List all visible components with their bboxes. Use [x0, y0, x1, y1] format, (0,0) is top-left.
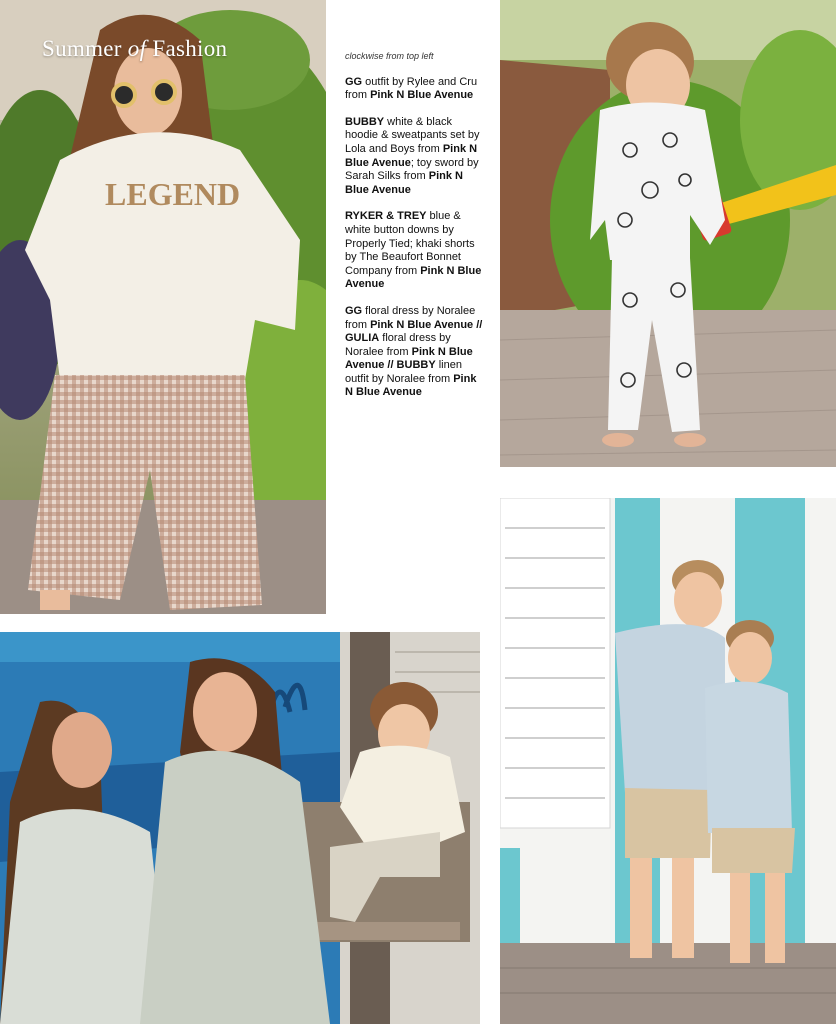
page-title-part-2: of — [127, 36, 147, 61]
credit-block-2 — [345, 116, 485, 198]
credit-block-1 — [345, 76, 485, 103]
credit-2-store-2: Pink N Blue Avenue — [345, 170, 463, 196]
credit-2-name: BUBBY — [345, 115, 385, 128]
page-title-part-1: Summer — [42, 36, 128, 61]
credit-4-name: GG — [345, 304, 363, 317]
credit-1-name: GG — [345, 75, 363, 88]
credit-block-3 — [345, 210, 485, 292]
sweatshirt-legend-text: LEGEND — [105, 176, 241, 212]
credit-4-store: Pink N Blue Avenue // GULIA — [345, 318, 483, 345]
credit-2-text-2: ; toy sword by Sarah Silks from — [345, 156, 479, 183]
credit-3-name: RYKER & TREY — [345, 210, 427, 223]
photo-two-boys-stripes — [500, 498, 836, 1024]
credit-2-store: Pink N Blue Avenue — [345, 142, 478, 169]
credit-4-store-2: Pink N Blue Avenue // BUBBY — [345, 345, 473, 372]
credit-4-text: floral dress by Noralee from — [345, 304, 476, 331]
photo-girl-legend-sweatshirt — [0, 0, 326, 614]
photo-two-boys-stripes-art — [500, 498, 836, 1024]
credit-4-text-3: linen outfit by Noralee from — [345, 359, 462, 385]
photo-family-on-bench-art — [0, 632, 480, 1024]
credit-1-store: Pink N Blue Avenue — [370, 89, 474, 102]
photo-family-on-bench — [0, 632, 480, 1024]
photo-boy-hoodie-sword-art — [500, 0, 836, 467]
credit-4-store-3: Pink N Blue Avenue — [345, 372, 477, 399]
credit-1-text: outfit by Rylee and Cru from — [345, 75, 478, 102]
photo-boy-hoodie-sword — [500, 0, 836, 467]
credit-3-store: Pink N Blue Avenue — [345, 264, 482, 291]
page-title — [42, 36, 227, 62]
credit-block-4 — [345, 305, 485, 400]
page-title-part-3: Fashion — [146, 36, 228, 61]
credits-intro: clockwise from top left — [345, 51, 434, 61]
credit-2-text: white & black hoodie & sweatpants set by Lola and Boys from — [345, 115, 480, 155]
photo-girl-legend-sweatshirt-art — [0, 0, 326, 614]
credit-3-text: blue & white button downs by Properly Tied; khaki shorts by The Beaufort Bonnet Company from — [345, 210, 475, 277]
photo-credits — [345, 50, 485, 413]
credit-4-text-2: floral dress by Noralee from — [345, 332, 451, 358]
